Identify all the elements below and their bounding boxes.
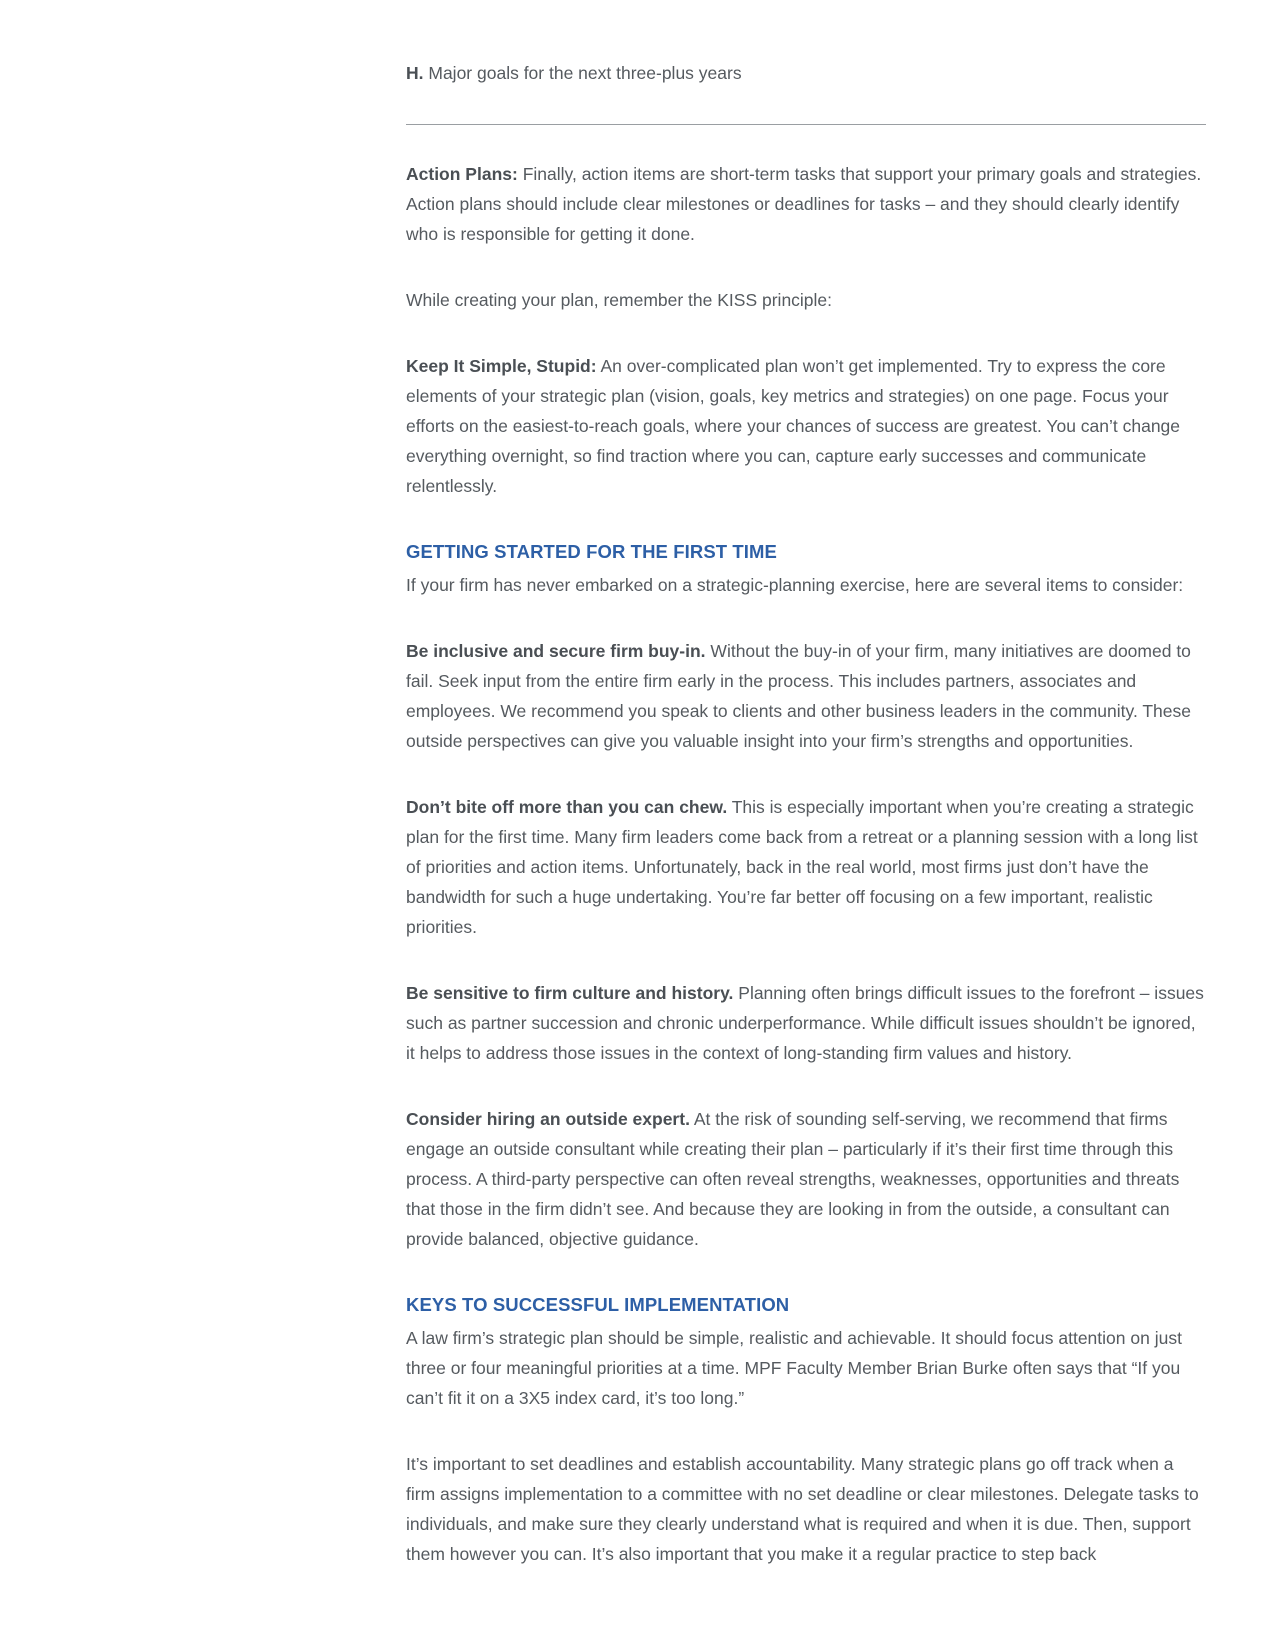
section-h-text: Major goals for the next three-plus years — [428, 63, 742, 83]
keys-paragraph-2: It’s important to set deadlines and establish accountability. Many strategic plans go off track when a firm assigns implementation to a committee with no set deadline or clear milestones. Delegate tasks to individuals, and make sure they clearly understand what is required and when it is due. Then, support them however you can. It’s also important that you make it a regular practice to step back — [406, 1454, 1199, 1564]
item-dont-bite-label: Don’t bite off more than you can chew. — [406, 797, 728, 817]
getting-started-intro: If your firm has never embarked on a strategic-planning exercise, here are several items to consider: — [406, 575, 1184, 595]
keys-paragraph-1: A law firm’s strategic plan should be simple, realistic and achievable. It should focus attention on just three or four meaningful priorities at a time. MPF Faculty Member Brian Burke often says that “If you can’t fit it on a 3X5 index card, it’s too long.” — [406, 1328, 1182, 1408]
kiss-label: Keep It Simple, Stupid: — [406, 356, 597, 376]
keys-heading: KEYS TO SUCCESSFUL IMPLEMENTATION — [406, 1294, 790, 1315]
item-inclusive-text: Without the buy-in of your firm, many initiatives are doomed to fail. Seek input from the entire firm early in the process. This includes partners, associates and employees. We recommend you speak to clients and other business leaders in the community. These outside perspectives can give you valuable insight into your firm’s strengths and opportunities. — [406, 641, 1191, 751]
getting-started-heading: GETTING STARTED FOR THE FIRST TIME — [406, 541, 777, 562]
section-h-item — [406, 58, 1206, 88]
kiss-text: An over-complicated plan won’t get implemented. Try to express the core elements of your strategic plan (vision, goals, key metrics and strategies) on one page. Focus your efforts on the easiest-to-reach goals, where your chances of success are greatest. You can’t change everything overnight, so find traction where you can, capture early successes and communicate relentlessly. — [406, 356, 1181, 496]
item-culture-text: Planning often brings difficult issues to the forefront – issues such as partner succession and chronic underperformance. While difficult issues shouldn’t be ignored, it helps to address those issues in the context of long-standing firm values and history. — [406, 983, 1204, 1063]
item-dont-bite-text: This is especially important when you’re creating a strategic plan for the first time. Many firm leaders come back from a retreat or a planning session with a long list of priorities and action items. Unfortunately, back in the real world, most firms just don’t have the bandwidth for such a huge undertaking. You’re far better off focusing on a few important, realistic priorities. — [406, 797, 1198, 937]
item-inclusive-paragraph — [406, 636, 1206, 756]
document-body — [406, 58, 1206, 1569]
item-culture-label: Be sensitive to firm culture and history. — [406, 983, 734, 1003]
item-dont-bite-paragraph — [406, 792, 1206, 942]
action-plans-text: Finally, action items are short-term tasks that support your primary goals and strategies. Action plans should include clear milestones or deadlines for tasks – and they should clearly identify who is responsible for getting it done. — [406, 164, 1202, 244]
item-inclusive-label: Be inclusive and secure firm buy-in. — [406, 641, 706, 661]
item-expert-label: Consider hiring an outside expert. — [406, 1109, 690, 1129]
kiss-paragraph — [406, 351, 1206, 501]
horizontal-divider — [406, 124, 1206, 125]
kiss-intro-paragraph: While creating your plan, remember the KISS principle: — [406, 290, 833, 310]
section-h-label: H. — [406, 63, 424, 83]
action-plans-label: Action Plans: — [406, 164, 518, 184]
action-plans-paragraph — [406, 159, 1206, 249]
item-culture-paragraph — [406, 978, 1206, 1068]
item-expert-text: At the risk of sounding self-serving, we recommend that firms engage an outside consultant while creating their plan – particularly if it’s their first time through this process. A third-party perspective can often reveal strengths, weaknesses, opportunities and threats that those in the firm didn’t see. And because they are looking in from the outside, a consultant can provide balanced, objective guidance. — [406, 1109, 1180, 1249]
item-expert-paragraph — [406, 1104, 1206, 1254]
